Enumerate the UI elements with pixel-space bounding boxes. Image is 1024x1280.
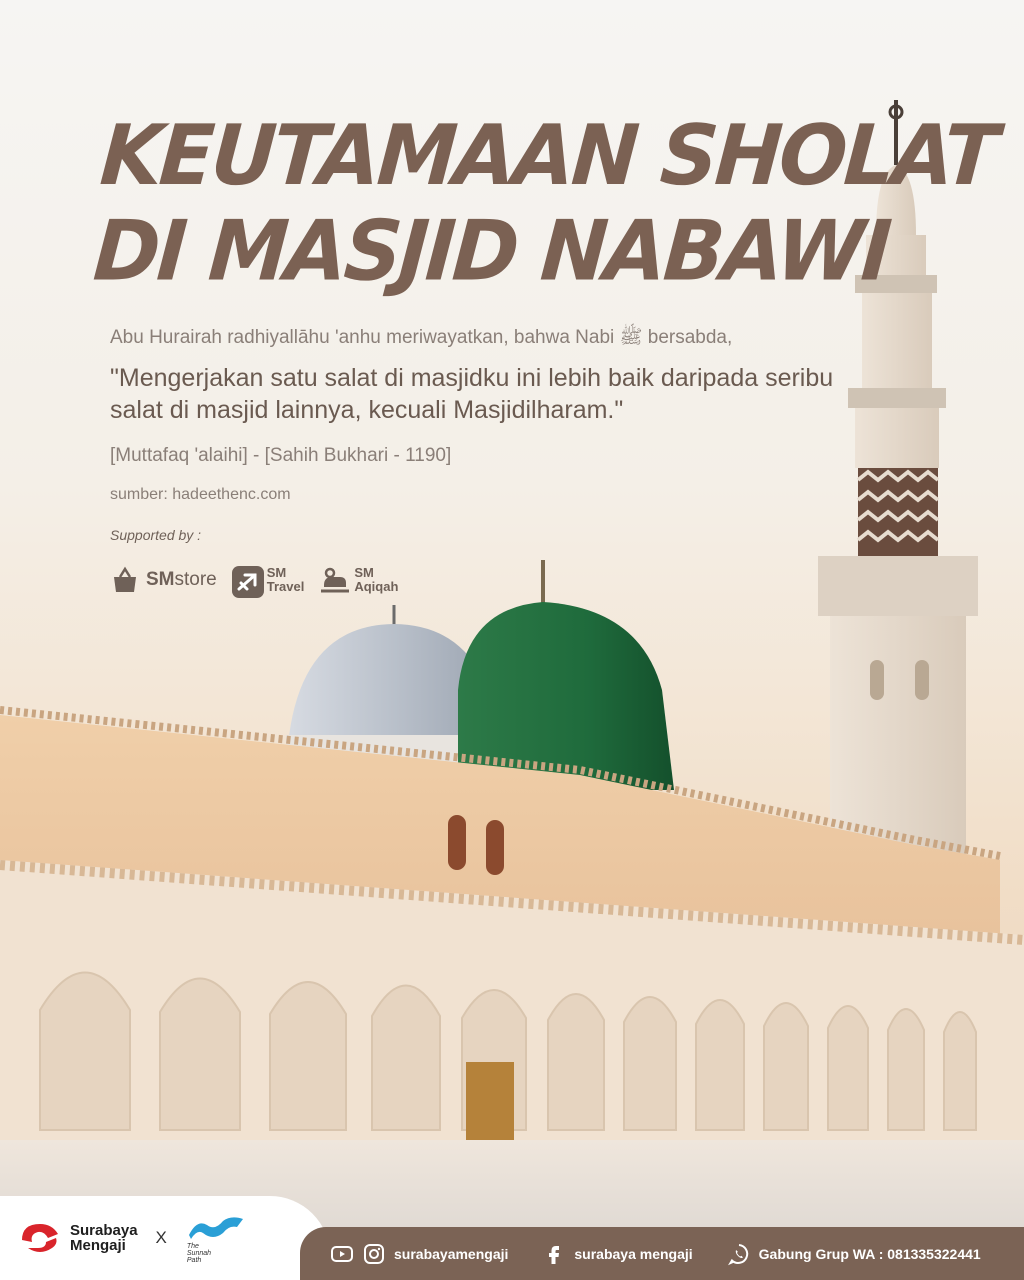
instagram-icon bbox=[362, 1242, 386, 1266]
the-sunnah-path-logo bbox=[187, 1213, 245, 1264]
page-title bbox=[90, 106, 999, 300]
sponsor-smaqiqah bbox=[318, 565, 398, 595]
sponsor-travel-line1: SM bbox=[266, 565, 287, 580]
partner-line-2: Sunnah bbox=[186, 1249, 212, 1257]
airplane-icon bbox=[231, 565, 261, 595]
sponsor-store-bold: SM bbox=[146, 569, 175, 590]
footer-brand-panel bbox=[0, 1196, 330, 1280]
surabaya-mengaji-logo-mark bbox=[18, 1218, 64, 1258]
whatsapp-icon bbox=[727, 1242, 751, 1266]
youtube-icon bbox=[330, 1242, 354, 1266]
supported-by-label: Supported by : bbox=[110, 527, 202, 543]
social-whatsapp[interactable] bbox=[727, 1242, 981, 1266]
collab-separator: X bbox=[155, 1228, 167, 1247]
partner-line-1: The bbox=[186, 1242, 199, 1250]
social-handle: surabayamengaji bbox=[394, 1245, 509, 1262]
green-dome bbox=[458, 560, 674, 790]
social-youtube-instagram[interactable] bbox=[330, 1242, 508, 1266]
sponsor-travel-line2: Travel bbox=[266, 579, 305, 594]
social-facebook[interactable] bbox=[542, 1242, 692, 1266]
whatsapp-text: Gabung Grup WA : 081335322441 bbox=[758, 1245, 981, 1262]
brand-line-1: Surabaya bbox=[70, 1222, 138, 1239]
surabaya-mengaji-logo bbox=[18, 1218, 138, 1258]
footer-social-bar bbox=[300, 1227, 1024, 1280]
sponsor-aqiqah-line1: SM bbox=[354, 565, 374, 580]
goat-icon bbox=[318, 565, 348, 595]
sponsor-store-rest: store bbox=[174, 569, 217, 590]
sponsor-aqiqah-line2: Aqiqah bbox=[354, 579, 399, 594]
sponsor-logos bbox=[110, 560, 398, 600]
sponsor-smstore bbox=[110, 565, 217, 595]
sunnah-calligraphy-icon bbox=[187, 1213, 245, 1243]
hadith-source: sumber: hadeethenc.com bbox=[110, 486, 291, 503]
hadith-quote: "Mengerjakan satu salat di masjidku ini lebih baik daripada seribu salat di masjid lainnya, kecuali Masjidilharam." bbox=[110, 364, 834, 424]
partner-line-3: Path bbox=[186, 1256, 202, 1264]
title-line-2: DI MASJID NABAWI bbox=[90, 202, 892, 300]
facebook-handle: surabaya mengaji bbox=[574, 1245, 693, 1262]
hadith-intro: Abu Hurairah radhiyallāhu 'anhu meriwayatkan, bahwa Nabi ﷺ bersabda, bbox=[110, 327, 733, 348]
hadith-reference: [Muttafaq 'alaihi] - [Sahih Bukhari - 1190] bbox=[110, 445, 452, 466]
brand-line-2: Mengaji bbox=[70, 1237, 126, 1254]
shopping-bag-icon bbox=[110, 565, 140, 595]
title-line-1: KEUTAMAAN SHOLAT bbox=[97, 106, 999, 204]
facebook-icon bbox=[542, 1242, 566, 1266]
sponsor-smtravel bbox=[231, 565, 305, 595]
